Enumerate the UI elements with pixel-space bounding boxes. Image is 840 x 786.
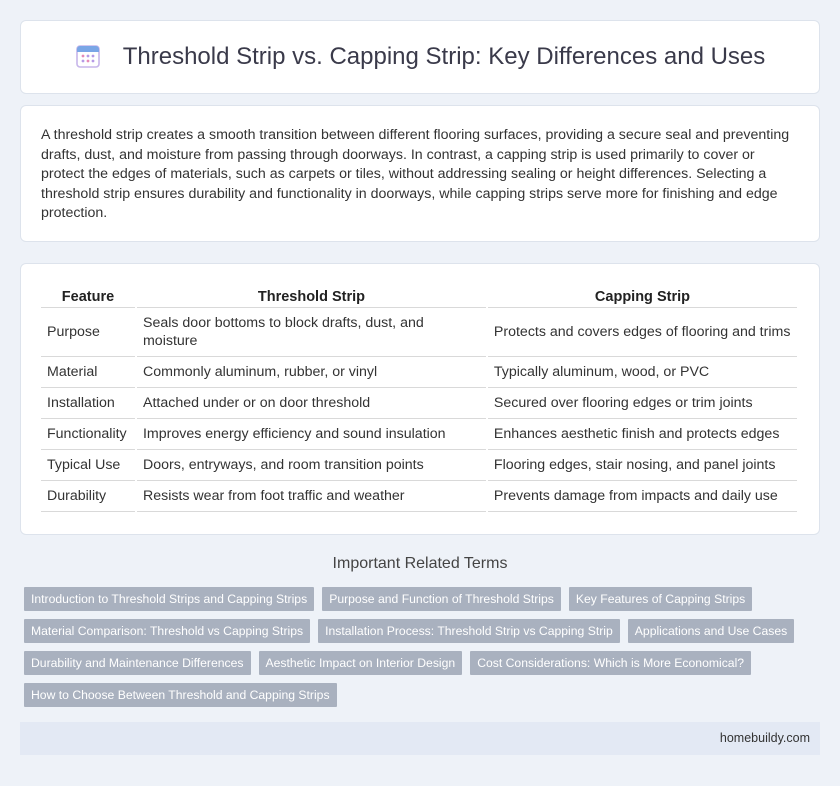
row-feature: Purpose — [41, 308, 135, 357]
table-row — [41, 388, 797, 419]
comparison-card — [20, 263, 820, 535]
table-row — [41, 481, 797, 512]
related-term-link[interactable]: Purpose and Function of Threshold Strips — [322, 587, 561, 611]
row-threshold-value: Improves energy efficiency and sound insulation — [137, 419, 486, 450]
related-term-link[interactable]: Durability and Maintenance Differences — [24, 651, 251, 675]
row-capping-value: Secured over flooring edges or trim joints — [488, 388, 797, 419]
table-row — [41, 308, 797, 357]
table-row — [41, 357, 797, 388]
header-feature: Feature — [41, 284, 135, 308]
related-term-link[interactable]: Key Features of Capping Strips — [569, 587, 752, 611]
intro-paragraph: A threshold strip creates a smooth transition between different flooring surfaces, providing a secure seal and preventing drafts, dust, and moisture from passing through doorways. In contrast, a capping strip is used primarily to cover or protect the edges of materials, such as carpets or tiles, without addressing sealing or height differences. Selecting a threshold strip ensures durability and functionality in doorways, while capping strips serve more for finishing and edge protection. — [41, 127, 790, 221]
row-threshold-value: Resists wear from foot traffic and weather — [137, 481, 486, 512]
header-threshold-strip: Threshold Strip — [137, 284, 486, 308]
row-threshold-value: Seals door bottoms to block drafts, dust, and moisture — [137, 308, 486, 357]
comparison-table — [39, 284, 799, 512]
related-term-link[interactable]: Cost Considerations: Which is More Economical? — [470, 651, 751, 675]
page-title: Threshold Strip vs. Capping Strip: Key Differences and Uses — [122, 43, 766, 70]
calendar-icon — [75, 43, 101, 69]
title-bar — [21, 21, 819, 93]
intro-card — [20, 105, 820, 242]
table-row — [41, 419, 797, 450]
related-terms-heading: Important Related Terms — [332, 555, 508, 572]
related-term-link[interactable]: Material Comparison: Threshold vs Capping Strips — [24, 619, 310, 643]
footer — [20, 722, 820, 755]
row-capping-value: Enhances aesthetic finish and protects edges — [488, 419, 797, 450]
row-threshold-value: Attached under or on door threshold — [137, 388, 486, 419]
row-capping-value: Prevents damage from impacts and daily use — [488, 481, 797, 512]
row-feature: Installation — [41, 388, 135, 419]
row-capping-value: Flooring edges, stair nosing, and panel joints — [488, 450, 797, 481]
row-threshold-value: Commonly aluminum, rubber, or vinyl — [137, 357, 486, 388]
related-term-link[interactable]: How to Choose Between Threshold and Capping Strips — [24, 683, 337, 707]
related-term-link[interactable]: Installation Process: Threshold Strip vs Capping Strip — [318, 619, 620, 643]
row-feature: Typical Use — [41, 450, 135, 481]
row-capping-value: Typically aluminum, wood, or PVC — [488, 357, 797, 388]
footer-site-name: homebuildy.com — [719, 731, 810, 745]
table-header-row — [41, 284, 797, 308]
related-term-link[interactable]: Aesthetic Impact on Interior Design — [259, 651, 463, 675]
header-capping-strip: Capping Strip — [488, 284, 797, 308]
related-term-link[interactable]: Applications and Use Cases — [628, 619, 794, 643]
row-feature: Durability — [41, 481, 135, 512]
table-row — [41, 450, 797, 481]
title-card — [20, 20, 820, 94]
related-term-link[interactable]: Introduction to Threshold Strips and Capping Strips — [24, 587, 314, 611]
row-capping-value: Protects and covers edges of flooring and trims — [488, 308, 797, 357]
row-feature: Material — [41, 357, 135, 388]
row-threshold-value: Doors, entryways, and room transition points — [137, 450, 486, 481]
related-terms-list — [24, 587, 824, 715]
row-feature: Functionality — [41, 419, 135, 450]
